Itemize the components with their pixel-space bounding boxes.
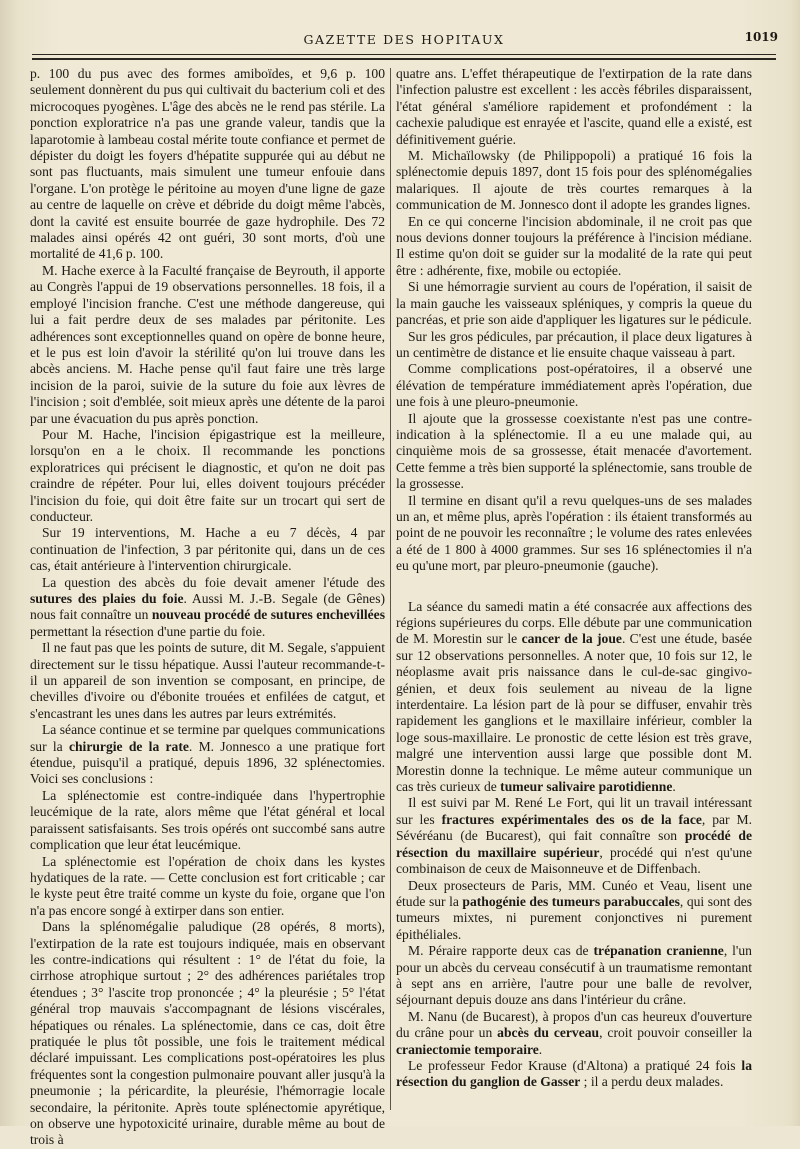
paragraph [396,878,752,944]
text-run: , par M. Sévéréanu (de Bucarest), qui fait connaître son [396,811,752,844]
paragraph [396,493,752,575]
paragraph [396,214,752,280]
text-run: Pour M. Hache, l'incision épigastrique est la meilleure, lorsqu'on en a le choix. Il recommande les ponctions exploratrices qui précisent le diagnostic, et qu'on ne doit pas craindre de répéter. Pour lui, elles doivent toujours précéder l'incision du foie, qui doit être faite sur un trocart qui sert de conducteur. [30,426,385,524]
paragraph [396,361,752,410]
text-run: . C'est une étude, basée sur 12 observations personnelles. A noter que, 10 fois sur 12, le néoplasme avait pris naissance dans le cul-de-sac gingivo-génien, et deux fois seulement au niveau de la ligne interdentaire. La lésion part de là pour se diffuser, envahir très rapidement les ganglions et le maxillaire inférieur, combler la loge sous-maxillaire. Le pronostic de cette lésion est très grave, malgré une intervention aussi large que possible dont M. Morestin donne la technique. Le même auteur communique un cas très curieux de [396,631,752,795]
text-run: La séance continue et se termine par quelques communications sur la [30,722,385,754]
bold-term: cancer de la joue [521,631,622,647]
bold-term: pathogénie des tumeurs parabuccales [462,893,680,909]
bold-term: chirurgie de la rate [68,738,189,754]
text-run: p. 100 du pus avec des formes amiboïdes, et 9,6 p. 100 seulement donnèrent du pus qui cultivait du bacterium coli et des microcoques pyogènes. L'âge des abcès ne le rend pas stérile. La ponction exploratrice n'a pas une grande valeur, tandis que la laparotomie à lambeau costal mérite toute confiance et permet de dépister du doigt les foyers d'hépatite suppurée qui au début ne sont pas fluctuants, mais simulent une tumeur enfouie dans l'organe. L'on protège le péritoine au moyen d'une ligne de gaze au centre de laquelle on crève et débride du doigt même l'abcès, dont la cavité est ensuite bourrée de gaze hydrophile. Des 72 malades ainsi opérés 42 ont guéri, 30 sont morts, d'où une mortalité de 41,6 p. 100. [30,66,385,262]
column-divider [390,68,391,1110]
page-header [30,30,778,50]
text-run: quatre ans. L'effet thérapeutique de l'extirpation de la rate dans l'infection palustre est excellent : les accès fébriles disparaissent, l'état général s'améliore rapidement et profondément : la cachexie paludique est enrayée et l'ascite, quand elle a existé, est définitivement guérie. [396,66,752,147]
text-run: , l'un pour un abcès du cerveau consécutif à un traumatisme remontant à sept ans en arrière, l'autre pour une balle de revolver, séjournant depuis douze ans dans l'intérieur du crâne. [396,943,752,1008]
bold-term: fractures expérimentales des os de la face [441,811,702,827]
text-run: Dans la splénomégalie paludique (28 opérés, 8 morts), l'extirpation de la rate est toujours indiquée, mais en observant les contre-indications qui résultent : 1° de l'état du foie, la cirrhose atrophique surtout ; 2° des adhérences pariétales trop étendues ; 3° l'ascite trop prononcée ; 4° la pleurésie ; 5° l'état général trop mauvais s'accompagnant de lésions viscérales, hépatiques ou rénales. La splénectomie, dans ce cas, doit être pratiquée le plus tôt possible, une fois le traitement médical déclaré impuissant. Les complications post-opératoires les plus fréquentes sont la congestion pulmonaire pouvant aller jusqu'à la pneumonie ; la péricardite, la pleurésie, l'hémorragie locale secondaire, la péritonite. Après toute splénectomie apyrétique, on observe une hypotoxicité urinaire, durable même au bout de trois à [30,919,385,1148]
paragraph [396,279,752,328]
paragraph [396,148,752,214]
bold-term: nouveau procédé de sutures enchevillées [151,607,385,623]
paragraph [30,525,385,574]
paragraph [396,329,752,362]
bold-term: la résection du ganglion de Gasser [396,1057,752,1090]
text-run: Comme complications post-opératoires, il a observé une élévation de température immédiatement après l'opération, due une fois à une pleuro-pneumonie. [396,361,752,410]
paragraph [396,66,752,148]
paragraph [30,575,385,641]
header-rule [32,54,776,55]
paragraph [30,66,385,263]
text-run: Il est suivi par M. René Le Fort, qui lit un travail intéressant sur les [396,795,752,827]
text-run: M. Hache exerce à la Faculté française de Beyrouth, il apporte au Congrès l'appui de 19 observations personnelles. 18 fois, il a employé l'incision franche. C'est une méthode dangereuse, qui lui a fait perdre deux de ses malades par péritonite. Les adhérences sont exceptionnelles quand on opère de bonne heure, et le pus est loin d'avoir la stérilité qu'on lui trouve dans les abcès anciens. M. Hache pense qu'il faut faire une très large incision de la paroi, suivie de la suture du foie aux lèvres de l'incision ; soit d'emblée, soit mieux après une détente de la paroi par une évacuation du pus après ponction. [30,262,385,426]
paragraph [396,795,752,877]
text-run: Il ne faut pas que les points de suture, dit M. Segale, s'appuient directement sur le tissu hépatique. Aussi l'auteur recommande-t-il un appareil de son invention se composant, en principe, de chevilles d'ivoire ou d'ébonite trouées et enfilées de catgut, et s'encastrant les unes dans les autres par leurs extrémités. [30,640,385,721]
paragraph [30,788,385,854]
text-run: La question des abcès du foie devait amener l'étude des [42,574,385,590]
right-column [396,66,752,1091]
text-run: Sur les gros pédicules, par précaution, il place deux ligatures à un centimètre de distance et lie ensuite chaque vaisseau à part. [396,328,752,360]
text-run: Deux prosecteurs de Paris, MM. Cunéo et Veau, lisent une étude sur la [396,877,752,909]
text-run: . [538,1041,543,1057]
text-run: La splénectomie est l'opération de choix dans les kystes hydatiques de la rate. — Cette conclusion est fort criticable ; car le kyste peut être traité comme un kyste du foie, organe que l'on n'a pas encore songé à extirper dans son entier. [30,853,385,918]
paragraph [30,263,385,427]
text-run: . M. Jonnesco a une pratique fort étendue, puisqu'il a pratiqué, depuis 1896, 32 splénectomies. Voici ses conclusions : [30,738,386,787]
text-run: , procédé qui n'est qu'une combinaison de ceux de Maisonneuve et de Diffenbach. [396,844,752,877]
text-run: permettant la résection d'une partie du foie. [30,623,266,639]
bold-term: sutures des plaies du foie [30,591,184,606]
text-run: Si une hémorragie survient au cours de l'opération, il saisit de la main gauche les vaisseaux spléniques, y compris la queue du pancréas, et prie son aide d'appliquer les ligatures sur le pédicule. [396,279,752,328]
paragraph [30,722,385,788]
text-run: Le professeur Fedor Krause (d'Altona) a pratiqué 24 fois [408,1057,742,1073]
text-run: Il ajoute que la grossesse coexistante n'est pas une contre-indication à la splénectomie. Il a eu une malade qui, au cinquième mois de sa grossesse, était menacée d'avortement. Cette femme a très bien supporté la splénectomie, sans trouble de la grossesse. [396,410,752,492]
text-run: M. Michaïlowsky (de Philippopoli) a pratiqué 16 fois la splénectomie depuis 1897, dont 15 fois pour des splénomégalies malariques. Il ajoute de très courtes remarques à la communication de M. Jonnesco dont il adopte les grandes lignes. [396,148,752,213]
text-run: La séance du samedi matin a été consacrée aux affections des régions supérieures du corps. Elle débute par une communication de M. Morestin sur le [396,598,752,647]
text-run: En ce qui concerne l'incision abdominale, il ne croit pas que nous devions donner toujours la préférence à l'incision médiane. Il estime qu'on doit se guider sur la modalité de la rate qui peut être : adhérente, fixe, mobile ou ectopiée. [396,213,752,278]
section-gap [396,575,752,599]
left-column [30,66,385,1149]
text-run: ; il a perdu deux malades. [580,1074,724,1090]
paragraph [30,640,385,722]
bold-term: abcès du cerveau [497,1025,600,1041]
paragraph [396,1009,752,1058]
paragraph [30,427,385,525]
text-run: M. Nanu (de Bucarest), à propos d'un cas heureux d'ouverture du crâne pour un [396,1008,752,1041]
text-run: . [672,779,676,795]
paragraph [396,1058,752,1091]
text-run: . Aussi M. J.-B. Segale (de Gênes) nous fait connaître un [30,591,386,623]
text-run: Sur 19 interventions, M. Hache a eu 7 décès, 4 par continuation de l'infection, 3 par péritonite qui, dans un de ces cas, était antérieure à l'intervention chirurgicale. [30,525,385,574]
bold-term: trépanation cranienne [593,943,724,959]
bold-term: procédé de résection du maxillaire supérieur [396,828,752,860]
text-run: , qui sont des tumeurs mixtes, ni purement conjonctives ni purement épithéliales. [396,893,753,942]
paragraph [30,854,385,920]
text-run: La splénectomie est contre-indiquée dans l'hypertrophie leucémique de la rate, alors même que l'état général et local paraissent satisfaisants. Ses trois opérés ont succombé sans autre complication que leur état leucémique. [30,787,385,853]
paragraph [30,919,385,1149]
journal-title: GAZETTE DES HOPITAUX [303,32,505,47]
page-number: 1019 [744,30,778,44]
paragraph [396,411,752,493]
text-run: M. Péraire rapporte deux cas de [408,943,594,959]
paragraph [396,599,752,796]
bold-term: craniectomie temporaire [396,1041,539,1057]
bold-term: tumeur salivaire parotidienne [500,779,673,795]
header-rule-double [32,58,776,60]
paragraph [396,943,752,1009]
text-run: Il termine en disant qu'il a revu quelques-uns de ses malades un an, et même plus, après l'opération : ils étaient transformés au point de ne pouvoir les reconnaître ; le volume des rates enlevées a été de 1 800 à 4000 grammes. Sur ses 16 splénectomies il n'a eu qu'une mort, par pleuro-pneumonie (gauche). [396,492,752,574]
text-run: , croit pouvoir conseiller la [599,1025,753,1041]
